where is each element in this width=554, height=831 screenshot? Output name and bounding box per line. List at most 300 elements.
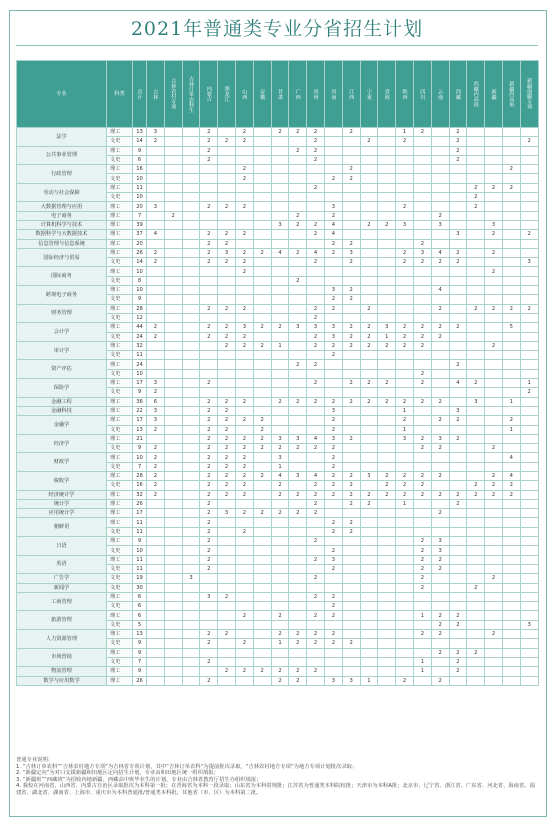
province-quota-cell: 2 [413,128,431,137]
province-quota-cell [164,527,182,536]
province-quota-cell: 3 [235,323,253,332]
header-province: 河南 [324,61,342,128]
province-quota-cell [289,313,307,322]
subject-type: 理工 [107,202,133,211]
province-quota-cell [413,351,431,360]
province-quota-cell [467,434,485,443]
province-quota-cell [289,657,307,666]
province-quota-cell: 2 [485,267,503,276]
province-quota-cell: 2 [307,555,325,564]
province-quota-cell [164,397,182,406]
header-province: 内蒙古 [200,61,218,128]
province-quota-cell [307,388,325,397]
province-quota-cell: 2 [218,397,236,406]
province-quota-cell [502,341,520,350]
province-quota-cell [360,620,378,629]
province-quota-cell [467,630,485,639]
province-quota-cell [164,676,182,685]
province-quota-cell [182,220,200,229]
major-name: 广告学 [17,574,107,583]
province-quota-cell: 2 [307,592,325,601]
province-quota-cell: 2 [449,258,467,267]
province-quota-cell [182,546,200,555]
province-quota-cell [307,620,325,629]
province-quota-cell: 2 [147,425,165,434]
province-quota-cell [182,648,200,657]
table-header-row [17,61,539,128]
province-quota-cell: 1 [271,639,289,648]
province-quota-cell [467,453,485,462]
province-quota-cell [449,583,467,592]
province-quota-cell: 2 [413,379,431,388]
province-quota-cell [360,416,378,425]
province-quota-cell [164,239,182,248]
province-quota-cell: 2 [235,416,253,425]
total-cell: 20 [133,239,147,248]
province-quota-cell: 2 [307,230,325,239]
province-quota-cell [413,416,431,425]
province-quota-cell [253,332,271,341]
province-quota-cell [235,239,253,248]
province-quota-cell [164,276,182,285]
province-quota-cell [485,546,503,555]
header-province: 云南 [431,61,449,128]
province-quota-cell: 2 [342,128,360,137]
province-quota-cell [431,351,449,360]
province-quota-cell [413,304,431,313]
province-quota-cell [271,267,289,276]
province-quota-cell: 2 [200,564,218,573]
province-quota-cell [342,193,360,202]
province-quota-cell: 2 [307,509,325,518]
province-quota-cell [271,286,289,295]
province-quota-cell: 2 [218,462,236,471]
total-cell: 10 [133,267,147,276]
province-quota-cell [200,295,218,304]
province-quota-cell: 2 [449,323,467,332]
province-quota-cell [378,630,396,639]
province-quota-cell [360,351,378,360]
province-quota-cell: 3 [431,546,449,555]
province-quota-cell [218,165,236,174]
province-quota-cell [164,611,182,620]
province-quota-cell: 3 [324,323,342,332]
province-quota-cell: 2 [289,360,307,369]
province-quota-cell [147,183,165,192]
province-quota-cell [467,230,485,239]
province-quota-cell [378,388,396,397]
province-quota-cell [520,611,538,620]
province-quota-cell [413,648,431,657]
table-row [17,341,539,350]
province-quota-cell [182,611,200,620]
province-quota-cell: 2 [467,202,485,211]
province-quota-cell [520,574,538,583]
total-cell: 9 [133,639,147,648]
province-quota-cell [307,211,325,220]
province-quota-cell: 2 [324,295,342,304]
province-quota-cell: 2 [218,592,236,601]
province-quota-cell: 3 [396,434,414,443]
province-quota-cell: 2 [200,128,218,137]
province-quota-cell: 2 [235,434,253,443]
table-row [17,406,539,415]
province-quota-cell [218,267,236,276]
province-quota-cell [520,128,538,137]
province-quota-cell [502,220,520,229]
province-quota-cell [449,332,467,341]
province-quota-cell [520,639,538,648]
province-quota-cell [324,379,342,388]
province-quota-cell [378,165,396,174]
province-quota-cell [520,546,538,555]
province-quota-cell: 2 [360,137,378,146]
province-quota-cell: 2 [307,444,325,453]
province-quota-cell: 3 [271,434,289,443]
province-quota-cell: 4 [147,230,165,239]
province-quota-cell [218,611,236,620]
province-quota-cell: 2 [218,471,236,480]
province-quota-cell [200,620,218,629]
province-quota-cell: 3 [324,286,342,295]
province-quota-cell [164,128,182,137]
subject-type: 文史 [107,258,133,267]
province-quota-cell: 2 [307,490,325,499]
total-cell: 36 [133,397,147,406]
table-row [17,220,539,229]
province-quota-cell [431,155,449,164]
province-quota-cell [271,239,289,248]
subject-type: 文史 [107,639,133,648]
province-quota-cell [378,657,396,666]
province-quota-cell: 2 [324,481,342,490]
province-quota-cell [360,286,378,295]
province-quota-cell [378,137,396,146]
province-quota-cell [235,546,253,555]
province-quota-cell: 2 [147,137,165,146]
province-quota-cell [431,462,449,471]
province-quota-cell [182,323,200,332]
province-quota-cell [520,657,538,666]
province-quota-cell [200,648,218,657]
province-quota-cell [378,639,396,648]
major-name: 信息管理与信息系统 [17,239,107,248]
province-quota-cell [485,667,503,676]
province-quota-cell [396,630,414,639]
province-quota-cell [235,388,253,397]
total-cell: 16 [133,165,147,174]
province-quota-cell [360,564,378,573]
province-quota-cell: 2 [342,165,360,174]
province-quota-cell: 2 [467,193,485,202]
province-quota-cell [467,667,485,676]
major-name: 旅游管理 [17,611,107,630]
province-quota-cell [520,323,538,332]
province-quota-cell [502,332,520,341]
province-quota-cell [378,211,396,220]
province-quota-cell [431,518,449,527]
province-quota-cell: 2 [485,481,503,490]
province-quota-cell: 2 [324,490,342,499]
province-quota-cell [147,537,165,546]
province-quota-cell [235,630,253,639]
province-quota-cell: 3 [289,434,307,443]
province-quota-cell: 2 [289,397,307,406]
province-quota-cell [396,304,414,313]
province-quota-cell [378,611,396,620]
province-quota-cell [307,416,325,425]
province-quota-cell: 2 [485,471,503,480]
province-quota-cell: 2 [431,444,449,453]
province-quota-cell [520,146,538,155]
province-quota-cell [360,444,378,453]
province-quota-cell [467,416,485,425]
note-item: 4. 我校在河南省、山西省、内蒙古自治区录取批次为本科第一批；在青海省为本科一段录取；山东省为本科常规批；江苏省为普通类本科院校批；天津市为本科A批；北京市、辽宁省、浙江省、广东省、河北省、海南省、福建省、湖北省、湖南省、上海市、重庆市为本科普通批/普通类本科批，其他省（市、区）为本科第二批。 [16,783,535,796]
province-quota-cell: 2 [289,276,307,285]
province-quota-cell [449,304,467,313]
province-quota-cell [164,388,182,397]
province-quota-cell: 3 [324,676,342,685]
province-quota-cell: 2 [253,471,271,480]
province-quota-cell [520,286,538,295]
province-quota-cell [147,518,165,527]
province-quota-cell [182,128,200,137]
province-quota-cell: 2 [449,611,467,620]
province-quota-cell: 2 [147,258,165,267]
province-quota-cell [502,434,520,443]
province-quota-cell: 2 [200,490,218,499]
header-province: 西藏内高班 [467,61,485,128]
province-quota-cell [378,444,396,453]
province-quota-cell [342,592,360,601]
province-quota-cell [485,165,503,174]
subject-type: 理工 [107,667,133,676]
province-quota-cell [342,611,360,620]
province-quota-cell: 3 [147,406,165,415]
province-quota-cell [485,611,503,620]
province-quota-cell [235,193,253,202]
province-quota-cell: 2 [307,379,325,388]
province-quota-cell: 2 [307,304,325,313]
province-quota-cell [289,369,307,378]
province-quota-cell: 2 [200,202,218,211]
province-quota-cell: 3 [147,128,165,137]
province-quota-cell [147,295,165,304]
province-quota-cell [164,583,182,592]
province-quota-cell: 2 [342,295,360,304]
province-quota-cell: 3 [360,471,378,480]
province-quota-cell [360,360,378,369]
province-quota-cell [396,351,414,360]
province-quota-cell [342,183,360,192]
province-quota-cell [467,155,485,164]
province-quota-cell [147,676,165,685]
province-quota-cell [467,546,485,555]
province-quota-cell [200,351,218,360]
province-quota-cell [485,453,503,462]
province-quota-cell [520,518,538,527]
province-quota-cell [485,416,503,425]
table-row [17,230,539,239]
province-quota-cell [485,620,503,629]
table-row [17,630,539,639]
province-quota-cell: 2 [396,341,414,350]
province-quota-cell [360,657,378,666]
province-quota-cell [520,248,538,257]
subject-type: 理工 [107,360,133,369]
total-cell: 11 [133,351,147,360]
total-cell: 44 [133,323,147,332]
province-quota-cell [307,267,325,276]
province-quota-cell [520,592,538,601]
province-quota-cell: 2 [324,602,342,611]
province-quota-cell [182,183,200,192]
province-quota-cell [164,667,182,676]
province-quota-cell: 1 [271,341,289,350]
province-quota-cell: 2 [396,481,414,490]
province-quota-cell [360,453,378,462]
province-quota-cell [324,388,342,397]
province-quota-cell: 2 [449,657,467,666]
province-quota-cell: 2 [324,527,342,536]
total-cell: 7 [133,211,147,220]
province-quota-cell [449,592,467,601]
province-quota-cell [396,239,414,248]
province-quota-cell [271,425,289,434]
province-quota-cell [396,564,414,573]
province-quota-cell: 2 [467,379,485,388]
province-quota-cell [396,286,414,295]
subject-type: 理工 [107,434,133,443]
province-quota-cell: 2 [200,397,218,406]
province-quota-cell [449,286,467,295]
province-quota-cell [182,202,200,211]
province-quota-cell [235,369,253,378]
province-quota-cell [378,313,396,322]
province-quota-cell [342,211,360,220]
province-quota-cell [200,286,218,295]
province-quota-cell [271,230,289,239]
note-item: 3. “新疆班”“西藏班”为招收内地新疆、西藏高中班毕业生的计划，专业由吉林省教育厅招生办组织填报； [16,776,262,783]
province-quota-cell [307,648,325,657]
province-quota-cell [502,239,520,248]
province-quota-cell [467,267,485,276]
major-name: 会计学 [17,323,107,342]
province-quota-cell [431,230,449,239]
province-quota-cell [307,602,325,611]
province-quota-cell: 2 [218,323,236,332]
province-quota-cell [467,248,485,257]
table-row [17,611,539,620]
province-quota-cell [431,481,449,490]
province-quota-cell: 2 [307,332,325,341]
subject-type: 理工 [107,379,133,388]
province-quota-cell: 3 [413,248,431,257]
province-quota-cell [147,657,165,666]
subject-type: 理工 [107,146,133,155]
province-quota-cell [182,499,200,508]
province-quota-cell: 2 [431,471,449,480]
province-quota-cell [289,481,307,490]
province-quota-cell [182,676,200,685]
province-quota-cell [396,574,414,583]
province-quota-cell [520,211,538,220]
province-quota-cell [378,258,396,267]
subject-type: 理工 [107,239,133,248]
province-quota-cell [271,369,289,378]
total-cell: 24 [133,332,147,341]
province-quota-cell: 2 [413,332,431,341]
province-quota-cell [413,527,431,536]
province-quota-cell [467,388,485,397]
province-quota-cell [413,509,431,518]
province-quota-cell: 3 [431,220,449,229]
province-quota-cell [342,509,360,518]
province-quota-cell: 2 [218,667,236,676]
table-row [17,128,539,137]
province-quota-cell [378,193,396,202]
province-quota-cell [342,667,360,676]
subject-type: 理工 [107,630,133,639]
province-quota-cell [271,174,289,183]
province-quota-cell: 2 [200,546,218,555]
province-quota-cell [253,369,271,378]
province-quota-cell: 2 [289,444,307,453]
province-quota-cell [502,128,520,137]
province-quota-cell [235,499,253,508]
province-quota-cell: 2 [360,220,378,229]
province-quota-cell: 3 [449,406,467,415]
enrollment-plan-table [16,60,539,686]
province-quota-cell [200,388,218,397]
province-quota-cell [502,211,520,220]
province-quota-cell: 2 [378,397,396,406]
province-quota-cell: 2 [200,555,218,564]
province-quota-cell: 2 [289,490,307,499]
province-quota-cell: 2 [396,323,414,332]
province-quota-cell [218,648,236,657]
province-quota-cell: 2 [485,444,503,453]
province-quota-cell [271,137,289,146]
total-cell: 6 [133,602,147,611]
province-quota-cell [360,574,378,583]
province-quota-cell: 1 [396,499,414,508]
province-quota-cell [342,583,360,592]
province-quota-cell: 2 [485,341,503,350]
table-row [17,667,539,676]
province-quota-cell: 2 [271,323,289,332]
province-quota-cell: 2 [307,639,325,648]
province-quota-cell [520,183,538,192]
province-quota-cell [485,128,503,137]
province-quota-cell [289,648,307,657]
province-quota-cell [253,648,271,657]
province-quota-cell [520,481,538,490]
province-quota-cell: 1 [396,425,414,434]
total-cell: 26 [133,676,147,685]
province-quota-cell [360,295,378,304]
total-cell: 21 [133,434,147,443]
province-quota-cell [449,267,467,276]
major-name: 保险学 [17,379,107,398]
province-quota-cell [449,276,467,285]
province-quota-cell [342,537,360,546]
province-quota-cell [164,574,182,583]
province-quota-cell: 6 [147,397,165,406]
province-quota-cell [485,499,503,508]
province-quota-cell: 2 [449,490,467,499]
province-quota-cell: 2 [324,304,342,313]
